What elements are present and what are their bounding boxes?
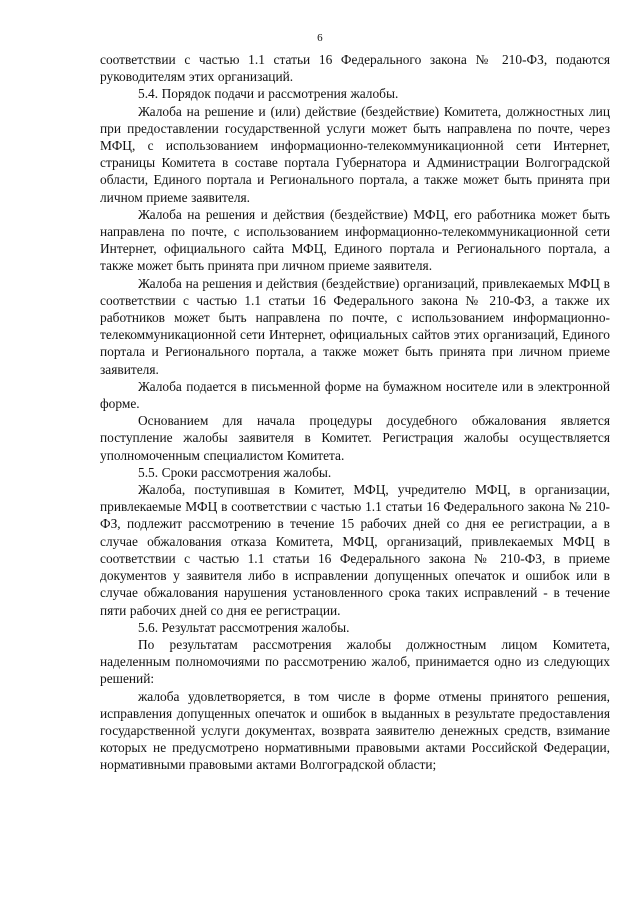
- paragraph-complaint-committee: Жалоба на решение и (или) действие (бездействие) Комитета, должностных лиц при предоставлении государственной услуги может быть направлена по почте, через МФЦ, с использованием информационно-телекоммуникационной сети Интернет, страницы Комитета в составе портала Губернатора и Администрации Волгоградской области, Единого портала и Регионального портала, а также может быть принята при личном приеме заявителя.: [100, 103, 610, 205]
- document-body: [100, 51, 610, 774]
- section-heading-5-5: 5.5. Сроки рассмотрения жалобы.: [138, 464, 332, 480]
- paragraph-review-results: По результатам рассмотрения жалобы должностным лицом Комитета, наделенным полномочиями по рассмотрению жалоб, принимается одно из следующих решений:: [100, 636, 610, 687]
- paragraph-complaint-mfc: Жалоба на решения и действия (бездействие) МФЦ, его работника может быть направлена по почте, с использованием информационно-телекоммуникационной сети Интернет, официального сайта МФЦ, Единого портала и Регионального портала, а также может быть принята при личном приеме заявителя.: [100, 206, 610, 274]
- paragraph-complaint-form: Жалоба подается в письменной форме на бумажном носителе или в электронной форме.: [100, 378, 610, 412]
- paragraph-review-terms: Жалоба, поступившая в Комитет, МФЦ, учредителю МФЦ, в организации, привлекаемые МФЦ в соответствии с частью 1.1 статьи 16 Федерального закона № 210-ФЗ, подлежит рассмотрению в течение 15 рабочих дней со дня ее регистрации, а в случае обжалования отказа Комитета, МФЦ, организаций, привлекаемых МФЦ в соответствии с частью 1.1 статьи 16 Федерального закона № 210-ФЗ, в приеме документов у заявителя либо в исправлении допущенных опечаток и ошибок или в случае обжалования нарушения установленного срока таких исправлений - в течение пяти рабочих дней со дня ее регистрации.: [100, 482, 610, 618]
- paragraph-procedure-basis: Основанием для начала процедуры досудебного обжалования является поступление жалобы заявителя в Комитет. Регистрация жалобы осуществляется уполномоченным специалистом Комитета.: [100, 413, 610, 463]
- page-number: 6: [317, 32, 323, 44]
- section-heading-5-6: 5.6. Результат рассмотрения жалобы.: [138, 619, 350, 635]
- paragraph-complaint-satisfied: жалоба удовлетворяется, в том числе в форме отмены принятого решения, исправления допущенных опечаток и ошибок в выданных в результате предоставления государственной услуги документах, возврата заявителю денежных средств, взимание которых не предусмотрено нормативными правовыми актами Российской Федерации, нормативными правовыми актами Волгоградской области;: [100, 688, 610, 773]
- paragraph-complaint-organizations: Жалоба на решения и действия (бездействие) организаций, привлекаемых МФЦ в соответствии с частью 1.1 статьи 16 Федерального закона № 210-ФЗ, а также их работников может быть направлена по почте, с использованием информационно-телекоммуникационной сети Интернет, официальных сайтов этих организаций, Единого портала и Регионального портала, а также может быть принята при личном приеме заявителя.: [100, 275, 610, 377]
- section-heading-5-4: 5.4. Порядок подачи и рассмотрения жалобы.: [138, 86, 399, 102]
- paragraph-continuation: соответствии с частью 1.1 статьи 16 Федерального закона № 210-ФЗ, подаются руководителям этих организаций.: [100, 52, 610, 85]
